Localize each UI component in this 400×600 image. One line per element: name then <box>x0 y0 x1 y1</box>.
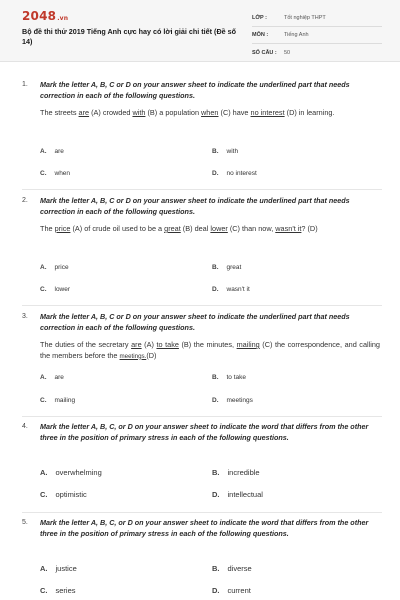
underlined-part: are <box>78 108 90 117</box>
meta-value: Tiếng Anh <box>284 32 309 38</box>
question-stem: The price (A) of crude oil used to be a great (B) deal lower (C) than now, wasn't it? (D) <box>40 224 318 233</box>
option-c[interactable]: C. series <box>40 586 76 595</box>
option-a[interactable]: A. justice <box>40 564 77 573</box>
meta-value: 50 <box>284 49 291 56</box>
option-b[interactable]: B. great <box>212 264 242 271</box>
page-header <box>0 0 400 62</box>
option-a[interactable]: A. are <box>40 148 64 155</box>
meta-label: MÔN : <box>252 32 269 38</box>
meta-row-class <box>252 10 382 27</box>
meta-label: SỐ CÂU : <box>252 49 277 56</box>
option-d[interactable]: D. no interest <box>212 170 257 177</box>
question-stem: The streets are (A) crowded with (B) a population when (C) have no interest (D) in learning. <box>40 108 335 117</box>
option-a[interactable]: A. overwhelming <box>40 468 102 477</box>
underlined-part: wasn't it <box>275 224 302 233</box>
meta-row-subject <box>252 27 382 44</box>
underlined-part: are <box>131 340 142 349</box>
document-title: Bộ đề thi thử 2019 Tiếng Anh cực hay có lời giải chi tiết (Đề số 14) <box>22 27 237 46</box>
meta-row-count <box>252 44 382 61</box>
logo-suffix: .vn <box>57 15 69 22</box>
underlined-part: meetings. <box>119 352 147 360</box>
question-instruction: Mark the letter A, B, C, or D on your answer sheet to indicate the word that differs from the other three in the position of primary stress in each of the following questions. <box>40 422 369 442</box>
question-instruction: Mark the letter A, B, C or D on your answer sheet to indicate the underlined part that needs correction in each of the following questions. <box>40 80 350 100</box>
option-b[interactable]: B. to take <box>212 374 247 381</box>
option-c[interactable]: C. optimistic <box>40 490 87 499</box>
underlined-part: with <box>132 108 146 117</box>
option-c[interactable]: C. lower <box>40 286 71 293</box>
question-divider <box>22 189 382 190</box>
question-divider <box>22 512 382 513</box>
meta-label: LỚP : <box>252 15 267 21</box>
site-logo[interactable] <box>22 9 68 23</box>
underlined-part: no interest <box>250 108 285 117</box>
option-b[interactable]: B. with <box>212 148 239 155</box>
question-number: 2. <box>22 197 28 204</box>
option-d[interactable]: D. wasn't it <box>212 286 250 293</box>
option-d[interactable]: D. meetings <box>212 397 253 404</box>
question-number: 1. <box>22 81 28 88</box>
question-number: 3. <box>22 313 28 320</box>
underlined-part: price <box>54 224 71 233</box>
question-instruction: Mark the letter A, B, C, or D on your answer sheet to indicate the word that differs from the other three in the position of primary stress in each of the following questions. <box>40 518 369 538</box>
option-b[interactable]: B. incredible <box>212 468 260 477</box>
question-stem: The duties of the secretary are (A) to take (B) the minutes, mailing (C) the correspondence, and calling the members before the meetings.(D) <box>40 340 380 360</box>
question-instruction: Mark the letter A, B, C or D on your answer sheet to indicate the underlined part that needs correction in each of the following questions. <box>40 196 350 216</box>
underlined-part: mailing <box>236 340 260 349</box>
underlined-part: great <box>164 224 181 233</box>
underlined-part: when <box>201 108 219 117</box>
logo-main: 2048 <box>22 9 57 23</box>
option-a[interactable]: A. price <box>40 264 69 271</box>
option-a[interactable]: A. are <box>40 374 64 381</box>
question-number: 5. <box>22 519 28 526</box>
question-divider <box>22 416 382 417</box>
meta-table <box>252 10 382 61</box>
underlined-part: to take <box>156 340 179 349</box>
meta-value: Tốt nghiệp THPT <box>284 15 326 21</box>
option-b[interactable]: B. diverse <box>212 564 252 573</box>
option-c[interactable]: C. when <box>40 170 71 177</box>
underlined-part: lower <box>210 224 228 233</box>
question-instruction: Mark the letter A, B, C or D on your answer sheet to indicate the underlined part that needs correction in each of the following questions. <box>40 312 350 332</box>
question-number: 4. <box>22 423 28 430</box>
option-d[interactable]: D. current <box>212 586 251 595</box>
option-c[interactable]: C. mailing <box>40 397 76 404</box>
question-divider <box>22 305 382 306</box>
option-d[interactable]: D. intellectual <box>212 490 263 499</box>
